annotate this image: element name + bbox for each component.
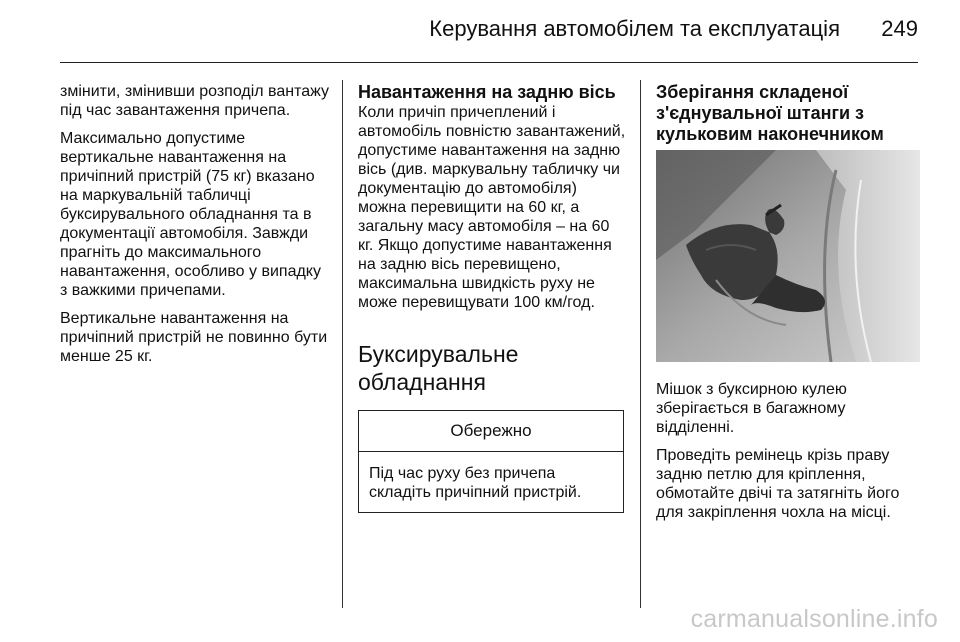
storage-heading: Зберігання складеної з'єднувальної штанги з кульковим наконечником [656,82,884,144]
photo-caption: Мішок з буксирною кулею зберігається в багажному відділенні. [656,381,847,436]
col1-paragraph-2: Максимально допустиме вертикальне навантаження на причіпний пристрій (75 кг) вказано на маркувальній табличці буксирувального обладнання та в документації автомобіля. Завжди прагніть до максимального навантаження, особливо у випадку з важкими причепами. [60,130,321,299]
column-3-lower [656,380,920,531]
towing-section-title: Буксирувальне обладнання [358,341,519,395]
column-divider-1 [342,80,343,608]
caution-box [358,410,624,513]
caution-title: Обережно [359,411,623,452]
caution-body: Під час руху без причепа складіть причіпний пристрій. [369,465,582,501]
page-number: 249 [881,16,918,41]
tow-bag-photo [656,150,920,362]
col1-paragraph-3: Вертикальне навантаження на причіпний пристрій не повинно бути менше 25 кг. [60,310,328,365]
storage-instructions: Проведіть ремінець крізь праву задню петлю для кріплення, обмотайте двічі та затягніть його для закріплення чохла на місці. [656,447,900,521]
page-header [60,0,918,63]
column-1 [60,82,330,375]
rear-axle-body: Коли причіп причеплений і автомобіль повністю завантажений, допустиме навантаження на задню вісь (див. маркувальну табличку чи документацію до автомобіля) можна перевищити на 60 кг, а загальну масу автомобіля – на 60 кг. Якщо допустиме навантаження на задню вісь перевищено, максимальна швидкість руху не може перевищувати 100 км/год. [358,104,626,311]
watermark: carmanualsonline.info [690,605,938,633]
column-divider-2 [640,80,641,608]
col1-paragraph-1: змінити, змінивши розподіл вантажу під час завантаження причепа. [60,83,330,119]
header-title: Керування автомобілем та експлуатація [429,16,840,41]
column-2 [358,82,626,396]
column-3 [656,82,920,153]
tow-bag-illustration [656,150,920,362]
rear-axle-heading: Навантаження на задню вісь [358,82,616,102]
